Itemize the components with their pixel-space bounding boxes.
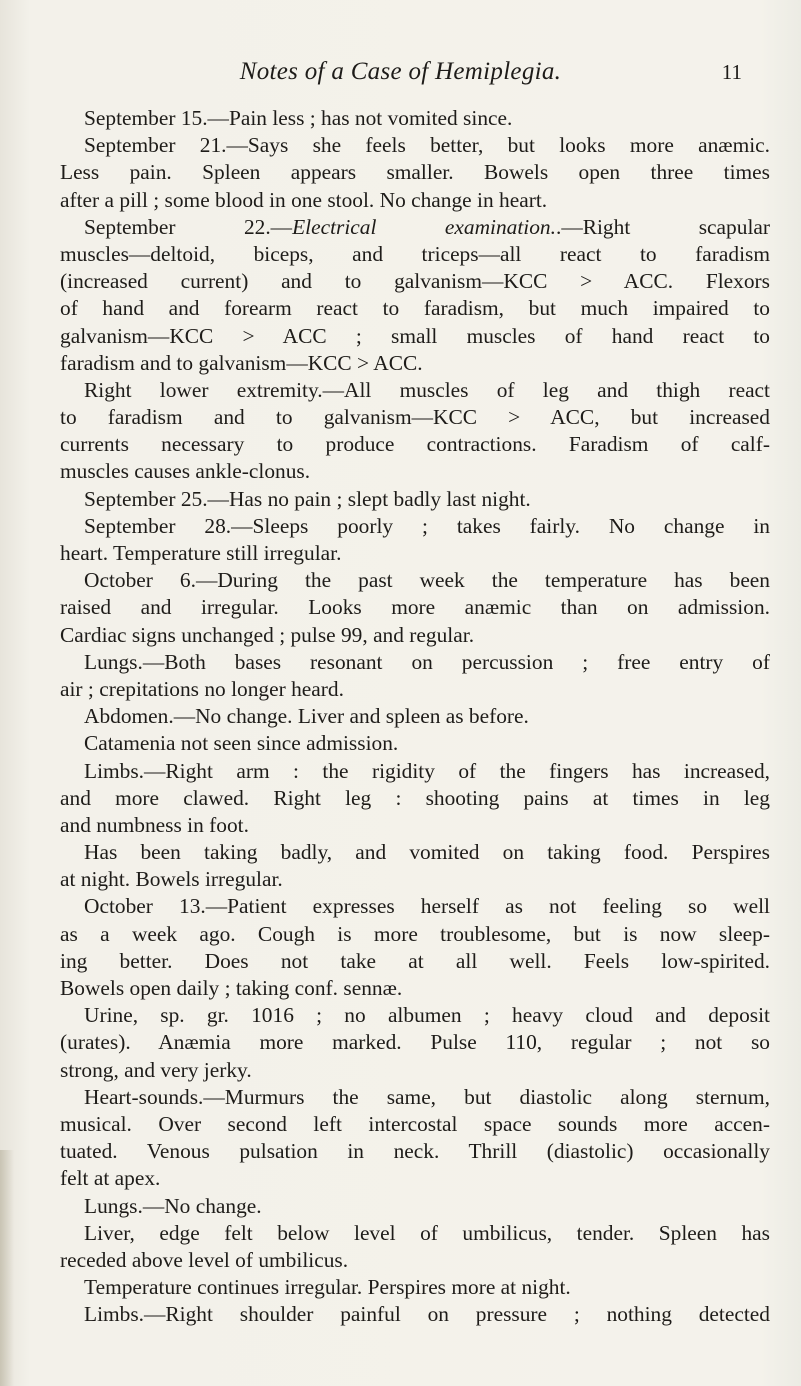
line-italic-text: Electrical examination.: [292, 214, 556, 239]
text-line: strong, and very jerky.: [60, 1057, 252, 1082]
text-line: and more clawed. Right leg : shooting pains at times in leg: [60, 785, 770, 810]
text-line: faradism and to galvanism—KCC > ACC.: [60, 350, 423, 375]
text-line: heart. Temperature still irregular.: [60, 541, 342, 565]
binding-shadow: [0, 1150, 14, 1386]
text-line: October 6.—During the past week the temperature has been: [84, 568, 770, 593]
text-line: Urine, sp. gr. 1016 ; no albumen ; heavy cloud and deposit: [84, 1003, 770, 1028]
text-line: Bowels open daily ; taking conf. sennæ.: [60, 976, 403, 1000]
text-line: Limbs.—Right arm : the rigidity of the fingers has increased,: [84, 758, 770, 783]
text-line: galvanism—KCC > ACC ; small muscles of hand react to: [60, 323, 770, 348]
page-number: 11: [721, 60, 742, 84]
text-line: Cardiac signs unchanged ; pulse 99, and regular.: [60, 622, 475, 647]
text-line: Temperature continues irregular. Perspires more at night.: [84, 1275, 571, 1300]
text-line: Lungs.—No change.: [84, 1193, 262, 1218]
text-line: muscles—deltoid, biceps, and triceps—all react to faradism: [60, 241, 770, 266]
text-line: September 15.—Pain less ; has not vomited since.: [84, 106, 513, 130]
text-line: to faradism and to galvanism—KCC > ACC, but increased: [60, 405, 770, 430]
text-line: musical. Over second left intercostal space sounds more accen-: [60, 1111, 770, 1136]
text-line: felt at apex.: [60, 1166, 161, 1191]
text-line: Less pain. Spleen appears smaller. Bowels open three times: [60, 160, 770, 185]
text-line: of hand and forearm react to faradism, but much impaired to: [60, 296, 770, 321]
body-text: [60, 105, 770, 1328]
line-text: .—Right scapular: [555, 214, 770, 239]
text-line: receded above level of umbilicus.: [60, 1247, 349, 1272]
line-text: September 22.—: [84, 214, 293, 239]
text-line: and numbness in foot.: [60, 812, 249, 837]
text-line: (increased current) and to galvanism—KCC > ACC. Flexors: [60, 269, 770, 294]
text-line: [60, 214, 770, 241]
text-line: Lungs.—Both bases resonant on percussion ; free entry of: [84, 649, 770, 674]
text-line: ing better. Does not take at all well. Feels low-spirited.: [60, 948, 770, 973]
text-line: Heart-sounds.—Murmurs the same, but diastolic along sternum,: [84, 1084, 770, 1109]
text-line: muscles causes ankle-clonus.: [60, 459, 311, 484]
text-line: (urates). Anæmia more marked. Pulse 110, regular ; not so: [60, 1030, 770, 1055]
text-line: Catamenia not seen since admission.: [84, 731, 399, 756]
text-line: as a week ago. Cough is more troublesome, but is now sleep-: [60, 921, 770, 946]
text-line: at night. Bowels irregular.: [60, 867, 283, 892]
text-line: September 28.—Sleeps poorly ; takes fairly. No change in: [84, 513, 770, 538]
text-line: Right lower extremity.—All muscles of leg and thigh react: [84, 377, 770, 402]
text-line: currents necessary to produce contractions. Faradism of calf-: [60, 432, 770, 457]
text-line: air ; crepitations no longer heard.: [60, 676, 344, 701]
text-line: September 25.—Has no pain ; slept badly last night.: [84, 486, 531, 511]
running-title: Notes of a Case of Hemiplegia.: [239, 58, 562, 85]
text-line: raised and irregular. Looks more anæmic than on admission.: [60, 595, 770, 620]
text-line: October 13.—Patient expresses herself as not feeling so well: [84, 894, 770, 919]
text-line: tuated. Venous pulsation in neck. Thrill (diastolic) occasionally: [60, 1139, 770, 1164]
running-head: [0, 58, 801, 88]
text-line: Liver, edge felt below level of umbilicus, tender. Spleen has: [84, 1220, 770, 1245]
text-line: Has been taking badly, and vomited on taking food. Perspires: [84, 840, 770, 865]
text-line: after a pill ; some blood in one stool. No change in heart.: [60, 187, 548, 212]
text-line: Limbs.—Right shoulder painful on pressure ; nothing detected: [84, 1302, 770, 1327]
text-line: Abdomen.—No change. Liver and spleen as before.: [84, 704, 529, 729]
text-line: September 21.—Says she feels better, but looks more anæmic.: [84, 133, 770, 158]
